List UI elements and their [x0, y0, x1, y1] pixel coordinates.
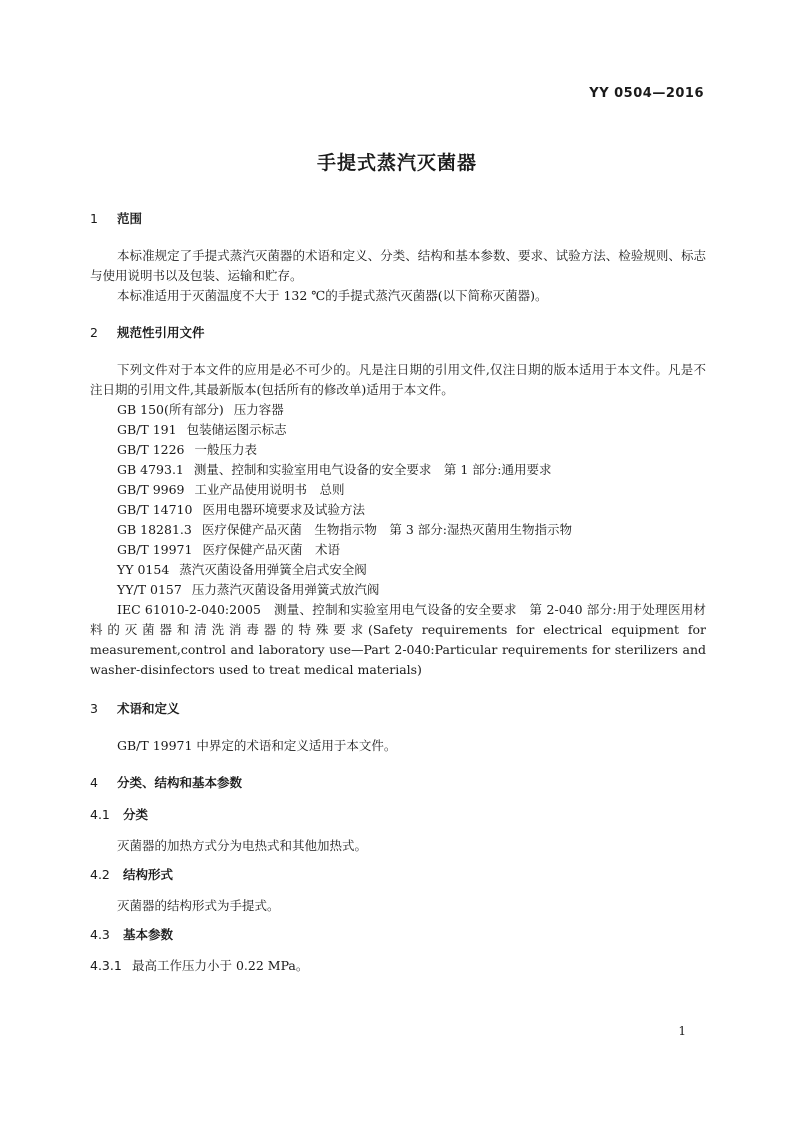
section-3-heading: 3 术语和定义	[90, 701, 180, 716]
section-2-heading: 2 规范性引用文件	[90, 325, 205, 340]
reference-item: GB/T 1226 一般压力表	[117, 442, 258, 457]
section-4-1-para: 灭菌器的加热方式分为电热式和其他加热式。	[117, 838, 368, 853]
reference-item: GB 150(所有部分) 压力容器	[117, 402, 284, 417]
reference-item: GB/T 14710 医用电器环境要求及试验方法	[117, 502, 365, 517]
reference-item: GB 4793.1 测量、控制和实验室用电气设备的安全要求 第 1 部分:通用要求	[117, 462, 552, 477]
reference-item: GB/T 19971 医疗保健产品灭菌 术语	[117, 542, 340, 557]
page-number: 1	[678, 1024, 686, 1038]
section-4-1-heading: 4.1 分类	[90, 807, 149, 822]
section-4-2-para: 灭菌器的结构形式为手提式。	[117, 898, 280, 913]
reference-list	[90, 400, 706, 680]
section-4-heading: 4 分类、结构和基本参数	[90, 775, 243, 790]
standard-code: YY 0504—2016	[589, 86, 704, 101]
section-2-intro: 下列文件对于本文件的应用是必不可少的。凡是注日期的引用文件,仅注日期的版本适用于本文件。凡是不注日期的引用文件,其最新版本(包括所有的修改单)适用于本文件。	[90, 362, 706, 397]
section-3-para: GB/T 19971 中界定的术语和定义适用于本文件。	[117, 738, 397, 753]
clause-4-3-1: 4.3.1 最高工作压力小于 0.22 MPa。	[90, 958, 309, 973]
reference-item: YY/T 0157 压力蒸汽灭菌设备用弹簧式放汽阀	[117, 582, 380, 597]
reference-item: YY 0154 蒸汽灭菌设备用弹簧全启式安全阀	[117, 562, 367, 577]
document-title: 手提式蒸汽灭菌器	[316, 152, 477, 174]
section-4-3-heading: 4.3 基本参数	[90, 927, 174, 942]
section-1-heading: 1 范围	[90, 211, 143, 226]
reference-item: GB/T 9969 工业产品使用说明书 总则	[117, 482, 345, 497]
section-1-para-1: 本标准规定了手提式蒸汽灭菌器的术语和定义、分类、结构和基本参数、要求、试验方法、检验规则、标志与使用说明书以及包装、运输和贮存。	[90, 248, 706, 283]
document-body	[90, 210, 706, 976]
section-1-para-2: 本标准适用于灭菌温度不大于 132 ℃的手提式蒸汽灭菌器(以下简称灭菌器)。	[117, 288, 548, 303]
reference-item: GB 18281.3 医疗保健产品灭菌 生物指示物 第 3 部分:湿热灭菌用生物指示物	[117, 522, 572, 537]
section-4-2-heading: 4.2 结构形式	[90, 867, 174, 882]
reference-item: GB/T 191 包装储运图示标志	[117, 422, 287, 437]
reference-item-iec: IEC 61010-2-040:2005 测量、控制和实验室用电气设备的安全要求 第 2-040 部分:用于处理医用材料的灭菌器和清洗消毒器的特殊要求(Safety requirements for electrical equipment for measurement,control and laboratory use—Part 2-040:Particular requirements for sterilizers and washer-disinfectors used to treat medical materials)	[90, 602, 706, 677]
